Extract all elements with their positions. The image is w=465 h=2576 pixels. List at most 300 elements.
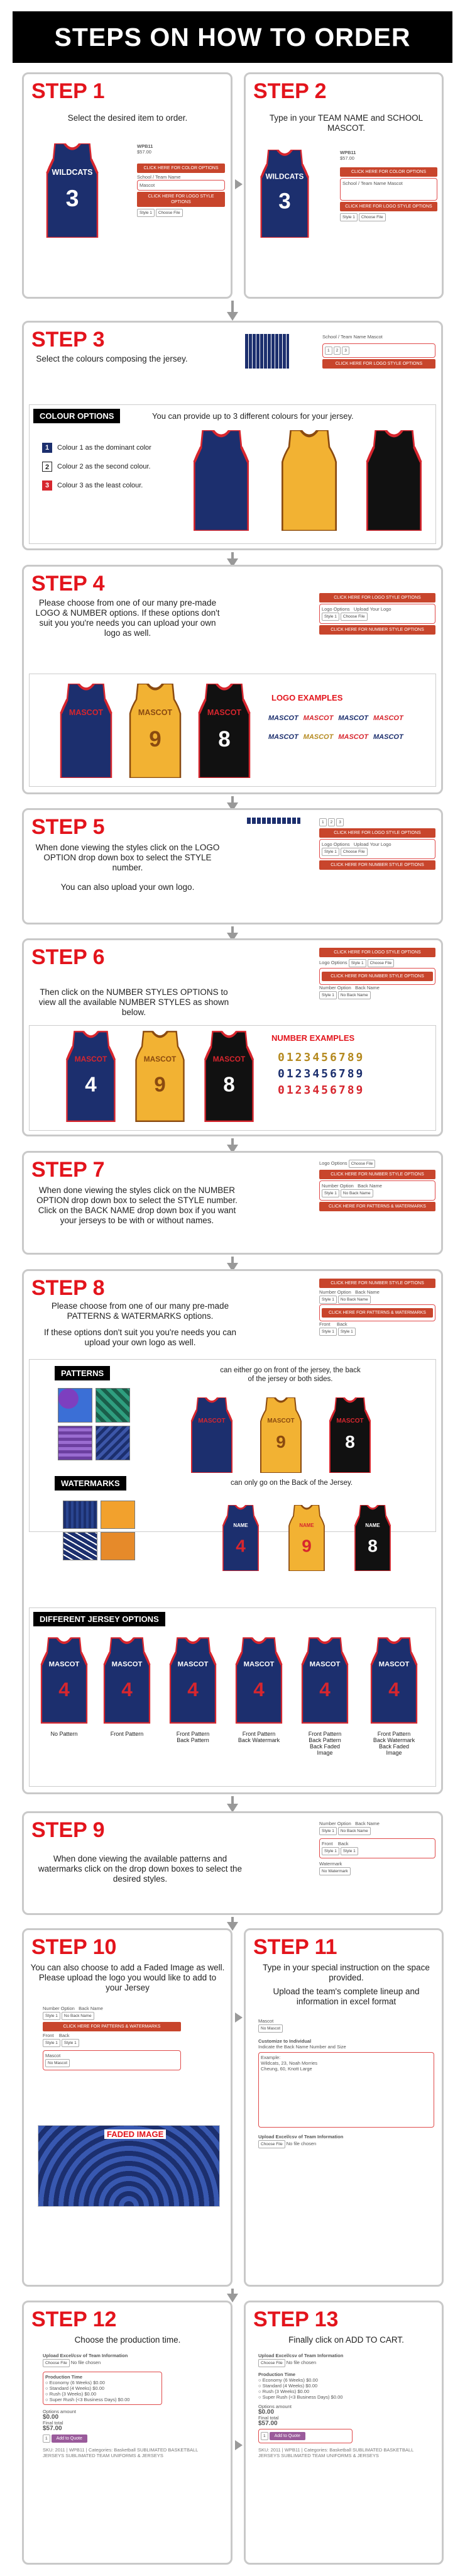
no-file-text: No file chosen [286, 2360, 317, 2365]
options-amount-label: Options amount [258, 2404, 292, 2409]
step-4-form [319, 592, 435, 636]
option-jersey-2 [99, 1636, 155, 1724]
pattern-jersey-black [322, 1397, 378, 1473]
qty-input[interactable]: 1 [43, 2434, 50, 2443]
svg-text:MASCOT: MASCOT [336, 1418, 364, 1424]
example-label: Example: [261, 2055, 281, 2060]
upload-excel-label: Upload Excel/csv of Team Information [258, 2353, 344, 2358]
watermark-jersey-gold [282, 1505, 332, 1571]
page-header [13, 11, 452, 63]
step-7-form [319, 1159, 435, 1213]
instructions-textarea[interactable] [258, 2052, 434, 2128]
color-options-panel [29, 404, 436, 544]
mascot-select[interactable]: No Mascot [45, 2059, 70, 2067]
step-13-title: STEP 13 [253, 2307, 339, 2331]
color-2-chip: 2 [42, 462, 52, 472]
svg-text:MASCOT: MASCOT [207, 708, 242, 717]
options-amount-label: Options amount [43, 2409, 76, 2414]
final-total-label: Final total [258, 2415, 279, 2421]
number-options-button[interactable]: CLICK HERE FOR NUMBER STYLE OPTIONS [319, 860, 435, 870]
patterns-banner: PATTERNS [55, 1366, 110, 1380]
watermarks-text: can only go on the Back of the Jersey. [231, 1479, 353, 1487]
prod-option-2[interactable]: ○ Standard (4 Weeks) $0.00 [258, 2383, 318, 2389]
upload-excel-button[interactable]: Choose File [43, 2359, 70, 2367]
svg-text:8: 8 [223, 1073, 235, 1097]
svg-text:MASCOT: MASCOT [378, 1660, 410, 1668]
pattern-select-box [319, 1838, 435, 1858]
number-option-label: Number Option [319, 1821, 351, 1826]
jersey-team-text: WILDCATS [265, 172, 304, 181]
prod-option-1[interactable]: ○ Economy (6 Weeks) $0.00 [45, 2380, 105, 2385]
patterns-button[interactable]: CLICK HERE FOR PATTERNS & WATERMARKS [322, 1308, 433, 1318]
arrow-right [235, 2440, 243, 2450]
step-13-desc: Finally click on ADD TO CART. [288, 2335, 404, 2345]
faded-image-box [43, 2050, 181, 2070]
qty-input[interactable]: 1 [261, 2432, 268, 2440]
example-line-1: Wildcats, 23, Noah Morries [261, 2060, 318, 2066]
step-4-desc: Please choose from one of our many pre-made LOGO & NUMBER options. If these options don't suit you you're needs you can upload your own logo as well. [35, 598, 220, 638]
upload-excel-button[interactable]: Choose File [258, 2140, 285, 2148]
color-options-button[interactable]: CLICK HERE FOR COLOR OPTIONS [340, 167, 437, 177]
svg-text:NAME: NAME [299, 1523, 314, 1528]
svg-text:MASCOT: MASCOT [138, 708, 173, 717]
front-label: Front [43, 2033, 54, 2038]
patterns-text: can either go on front of the jersey, the back of the jersey or both sides. [220, 1367, 361, 1383]
step-9-card [22, 1811, 443, 1915]
jersey-options-section [29, 1607, 436, 1787]
color-3-select[interactable]: 3 [342, 347, 349, 355]
connector [231, 301, 234, 313]
back-name-label: Back Name [355, 985, 380, 991]
option-jersey-6 [366, 1636, 422, 1724]
step-1-desc: Select the desired item to order. [67, 113, 188, 123]
upload-excel-label: Upload Excel/csv of Team Information [258, 2134, 344, 2140]
logo-options-label: Logo Options [322, 841, 350, 847]
svg-text:4: 4 [187, 1677, 199, 1701]
step-9-form [319, 1821, 435, 1876]
options-amount-value: $0.00 [43, 2414, 59, 2421]
school-label: School / Team Name [322, 334, 366, 340]
add-to-quote-button[interactable]: Add to Quote [52, 2434, 87, 2443]
step-2-card [244, 72, 444, 299]
step-10-desc: You can also choose to add a Faded Image as well. Please upload the logo you would like to add to your Jersey [30, 1963, 225, 1992]
step-11-desc: Type in your special instruction on the space provided. [263, 1963, 430, 1982]
step-1-card [22, 72, 232, 299]
back-label: Back [336, 1321, 347, 1327]
svg-text:MASCOT: MASCOT [68, 708, 104, 717]
color-options-intro: You can provide up to 3 different colours for your jersey. [152, 411, 354, 421]
svg-text:8: 8 [218, 727, 231, 752]
logo-options-box [319, 839, 435, 859]
upload-logo-button[interactable]: Choose File [341, 613, 368, 621]
option-jersey-3 [165, 1636, 221, 1724]
color-item-2: 2 Colour 2 as the second colour. [42, 462, 151, 472]
number-examples-panel [29, 1025, 436, 1131]
back-name-label: Back Name [355, 1289, 380, 1295]
step-3-form [322, 334, 435, 370]
step-12-form [43, 2353, 219, 2458]
item-price: $57.00 [137, 149, 151, 155]
upload-excel-button[interactable]: Choose File [258, 2359, 285, 2367]
step-11-card [244, 1928, 444, 2287]
logo-jersey-black [193, 684, 256, 778]
pattern-jersey-gold [253, 1397, 309, 1473]
no-file-text: No file chosen [286, 2141, 317, 2146]
svg-text:MASCOT: MASCOT [143, 1054, 177, 1063]
item-price: $57.00 [340, 155, 354, 161]
step-5-form [319, 818, 435, 871]
step-7-title: STEP 7 [31, 1158, 105, 1182]
item-title: WPB11 [137, 143, 153, 149]
step-10-title: STEP 10 [31, 1935, 117, 1959]
back-name-label: Back Name [358, 1183, 382, 1189]
step-5-desc2: You can also upload your own logo. [60, 882, 195, 892]
arrow-right [235, 179, 243, 189]
step-5-title: STEP 5 [31, 815, 105, 839]
jersey-number-text: 3 [278, 189, 291, 214]
step-3-desc: Select the colours composing the jersey. [36, 354, 188, 364]
pattern-swatch-1 [58, 1388, 92, 1423]
number-options-button[interactable]: CLICK HERE FOR NUMBER STYLE OPTIONS [319, 1170, 435, 1179]
number-options-box [319, 1180, 435, 1201]
number-examples-title: NUMBER EXAMPLES [271, 1033, 355, 1043]
step-11-desc2: Upload the team's complete lineup and information in excel format [273, 1987, 420, 2006]
back-label: Back [58, 2033, 70, 2038]
watermark-swatch-3 [63, 1532, 97, 1560]
color-2-select[interactable]: 2 [334, 347, 341, 355]
color-jersey-gold [275, 430, 344, 531]
step-9-desc: When done viewing the available patterns and watermarks click on the drop down boxes to select the desired styles. [38, 1854, 243, 1884]
sku-text: SKU: 2011 | WPB11 | Categories: Basketball SUBLIMATED BASKETBALL JERSEYS SUBLIMATED TEAM UNIFORMS & JERSEYS [43, 2447, 199, 2458]
back-pattern-select[interactable]: Style 1 [62, 2039, 79, 2047]
step-8-card [22, 1269, 443, 1794]
watermark-label: Watermark [319, 1861, 342, 1867]
watermark-select[interactable]: No Watermark [319, 1867, 351, 1875]
color-3-chip: 3 [42, 480, 52, 491]
number-option-label: Number Option [319, 985, 351, 991]
faded-image-panel [38, 2125, 220, 2207]
number-options-button[interactable]: CLICK HERE FOR NUMBER STYLE OPTIONS [322, 972, 433, 981]
logo-style-strip [247, 818, 300, 824]
patterns-button[interactable]: CLICK HERE FOR PATTERNS & WATERMARKS [43, 2022, 181, 2031]
color-1-select[interactable]: 1 [325, 347, 332, 355]
production-time-box [43, 2372, 162, 2405]
step-7-desc: When done viewing the styles click on the NUMBER OPTION drop down box to select the STYLE number. Click on the BACK NAME drop down box if you want your jerseys to be with or without names. [36, 1185, 238, 1225]
logo-examples-title: LOGO EXAMPLES [271, 693, 343, 702]
upload-logo-button[interactable]: Choose File [349, 1160, 376, 1168]
options-amount-value: $0.00 [258, 2409, 275, 2416]
svg-text:8: 8 [345, 1432, 355, 1452]
watermarks-banner: WATERMARKS [55, 1476, 126, 1491]
step-9-title: STEP 9 [31, 1818, 105, 1842]
number-style-select[interactable]: Style 1 [43, 2012, 60, 2020]
svg-text:8: 8 [368, 1536, 378, 1556]
school-input[interactable]: Mascot [140, 182, 155, 188]
pattern-swatch-2 [96, 1388, 130, 1423]
number-jersey-navy [61, 1031, 121, 1122]
step-7-card [22, 1151, 443, 1255]
color-options-banner: COLOUR OPTIONS [33, 409, 120, 423]
svg-text:4: 4 [388, 1677, 400, 1701]
item-title: WPB11 [340, 150, 356, 155]
front-pattern-select[interactable]: Style 1 [319, 1328, 337, 1336]
upload-excel-label: Upload Excel/csv of Team Information [43, 2353, 128, 2358]
svg-text:NAME: NAME [365, 1523, 380, 1528]
back-label: Back [337, 1841, 349, 1846]
front-label: Front [322, 1841, 333, 1846]
final-total-value: $57.00 [43, 2425, 62, 2432]
step-8-desc: Please choose from one of our many pre-made PATTERNS & WATERMARKS options. [51, 1301, 229, 1321]
mascot-label: Mascot [258, 2018, 274, 2024]
step-8-form [319, 1277, 435, 1336]
watermark-swatch-1 [63, 1501, 97, 1529]
watermark-jersey-black [347, 1505, 398, 1571]
pattern-thumb [245, 334, 289, 369]
watermark-swatch-2 [101, 1501, 135, 1529]
production-label: Production Time [45, 2374, 83, 2380]
svg-text:MASCOT: MASCOT [74, 1054, 107, 1063]
prod-option-2[interactable]: ○ Standard (4 Weeks) $0.00 [45, 2385, 105, 2391]
number-style-select[interactable]: Style 1 [319, 1296, 337, 1304]
back-name-select[interactable]: No Back Name [338, 1296, 371, 1304]
step-12-desc: Choose the production time. [74, 2335, 181, 2345]
school-input[interactable]: Mascot [367, 334, 383, 340]
logo-style-select[interactable]: Style 1 [322, 613, 339, 621]
back-name-select[interactable]: No Back Name [341, 1189, 373, 1197]
color-jersey-navy [187, 430, 256, 531]
step-6-desc: Then click on the NUMBER STYLES OPTIONS to view all the available NUMBER STYLES as shown below. [38, 987, 229, 1017]
step-12-card [22, 2301, 232, 2565]
watermark-swatch-4 [101, 1532, 135, 1560]
number-options-button[interactable]: CLICK HERE FOR NUMBER STYLE OPTIONS [319, 1279, 435, 1288]
step-10-card [22, 1928, 232, 2287]
sku-text: SKU: 2011 | WPB11 | Categories: Basketball SUBLIMATED BASKETBALL JERSEYS SUBLIMATED TEAM UNIFORMS & JERSEYS [258, 2447, 414, 2458]
logo-jersey-gold [124, 684, 187, 778]
logo-options-box [319, 604, 435, 624]
step-2-desc: Type in your TEAM NAME and SCHOOL MASCOT. [269, 113, 424, 133]
logo-options-label: Logo Options [319, 960, 347, 965]
school-input-box [137, 180, 225, 191]
step-12-title: STEP 12 [31, 2307, 117, 2331]
option-jersey-1 [36, 1636, 92, 1724]
svg-text:9: 9 [276, 1432, 286, 1452]
logo-examples-panel [29, 674, 436, 787]
customize-label: Customize to Individual [258, 2038, 312, 2044]
page-title: STEPS ON HOW TO ORDER [54, 22, 411, 52]
logo-jersey-navy [55, 684, 118, 778]
prod-option-3[interactable]: ○ Rush (3 Weeks) $0.00 [258, 2389, 310, 2394]
jersey-team-text: WILDCATS [52, 168, 93, 177]
back-name-select[interactable]: No Back Name [62, 2012, 94, 2020]
upload-logo-label: Upload Your Logo [353, 606, 391, 612]
svg-text:4: 4 [236, 1536, 246, 1556]
step-11-form [258, 2018, 434, 2149]
school-label: School / Team Name [137, 174, 181, 180]
pattern-swatch-3 [58, 1426, 92, 1460]
add-to-cart-box [258, 2429, 353, 2443]
mascot-label: Mascot [45, 2053, 61, 2058]
svg-text:9: 9 [149, 727, 161, 752]
color-2-select[interactable]: 2 [328, 818, 336, 826]
prod-option-4[interactable]: ○ Super Rush (<3 Business Days) $0.00 [258, 2394, 343, 2400]
svg-text:4: 4 [58, 1677, 70, 1701]
step-13-card [244, 2301, 444, 2565]
number-jersey-black [199, 1031, 259, 1122]
logo-options-button[interactable]: CLICK HERE FOR LOGO STYLE OPTIONS [319, 948, 435, 957]
prod-option-3[interactable]: ○ Rush (3 Weeks) $0.00 [45, 2391, 97, 2397]
jersey-preview [253, 150, 316, 241]
arrow-right [235, 2012, 243, 2023]
color-3-select[interactable]: 3 [336, 818, 344, 826]
back-name-select[interactable]: No Back Name [338, 991, 371, 999]
step-2-title: STEP 2 [253, 79, 327, 103]
svg-text:MASCOT: MASCOT [267, 1418, 295, 1424]
logo-examples-grid: MASCOT MASCOT MASCOT MASCOT MASCOT MASCOT MASCOT MASCOT [268, 714, 403, 741]
option-caption-6: Front Pattern Back Watermark Back Faded Image [373, 1731, 415, 1756]
number-option-label: Number Option [43, 2006, 75, 2011]
example-line-2: Cheung, 60, Knott Large [261, 2066, 312, 2072]
prod-option-1[interactable]: ○ Economy (6 Weeks) $0.00 [258, 2377, 318, 2383]
final-total-value: $57.00 [258, 2420, 278, 2427]
color-select-box [322, 343, 435, 358]
logo-style-select[interactable]: Style 1 [137, 209, 155, 217]
color-list [42, 443, 151, 491]
svg-text:MASCOT: MASCOT [309, 1660, 341, 1668]
step-8-desc2: If these options don't suit you you're needs you can upload your own logo as well. [43, 1328, 237, 1347]
svg-text:4: 4 [85, 1073, 97, 1097]
svg-text:MASCOT: MASCOT [243, 1660, 275, 1668]
step-3-title: STEP 3 [31, 328, 105, 352]
upload-logo-button[interactable]: Choose File [156, 209, 183, 217]
arrow-down [227, 312, 238, 321]
option-caption-2: Front Pattern [110, 1731, 144, 1737]
color-1-select[interactable]: 1 [319, 818, 327, 826]
logo-style-select[interactable]: Style 1 [349, 959, 366, 967]
step-6-form [319, 947, 435, 1000]
svg-text:NAME: NAME [233, 1523, 248, 1528]
mascot-select[interactable]: No Mascot [258, 2024, 283, 2033]
svg-text:9: 9 [154, 1073, 166, 1097]
color-item-3: 3 Colour 3 as the least colour. [42, 480, 151, 491]
upload-logo-button[interactable]: Choose File [368, 959, 395, 967]
step-3-card [22, 321, 443, 550]
svg-text:4: 4 [319, 1677, 331, 1701]
logo-options-label: Logo Options [322, 606, 350, 612]
pattern-swatch-4 [96, 1426, 130, 1460]
number-options-box [319, 968, 435, 985]
step-4-card [22, 565, 443, 794]
color-options-button[interactable]: CLICK HERE FOR COLOR OPTIONS [137, 164, 225, 173]
step-6-card [22, 938, 443, 1136]
svg-text:MASCOT: MASCOT [48, 1660, 80, 1668]
number-option-label: Number Option [322, 1183, 354, 1189]
number-jersey-gold [130, 1031, 190, 1122]
svg-text:9: 9 [302, 1536, 312, 1556]
watermark-jersey-navy [216, 1505, 266, 1571]
no-file-text: No file chosen [70, 2360, 101, 2365]
color-1-chip: 1 [42, 443, 52, 453]
option-jersey-4 [231, 1636, 287, 1724]
number-style-select[interactable]: Style 1 [322, 1189, 339, 1197]
logo-options-button[interactable]: CLICK HERE FOR LOGO STYLE OPTIONS [319, 828, 435, 838]
final-total-label: Final total [43, 2420, 63, 2426]
step-8-title: STEP 8 [31, 1276, 105, 1300]
logo-options-button[interactable]: CLICK HERE FOR LOGO STYLE OPTIONS [340, 202, 437, 211]
step-1-title: STEP 1 [31, 79, 105, 103]
option-caption-4: Front Pattern Back Watermark [238, 1731, 280, 1743]
step-6-title: STEP 6 [31, 945, 105, 969]
patterns-box [319, 1304, 435, 1321]
logo-style-select[interactable]: Style 1 [340, 213, 358, 221]
svg-text:MASCOT: MASCOT [198, 1418, 226, 1424]
color-item-1: 1 Colour 1 as the dominant color [42, 443, 151, 453]
step-11-title: STEP 11 [253, 1935, 337, 1959]
upload-logo-label: Upload Your Logo [353, 841, 391, 847]
back-pattern-select[interactable]: Style 1 [338, 1328, 356, 1336]
jersey-options-banner: DIFFERENT JERSEY OPTIONS [33, 1612, 165, 1626]
front-pattern-select[interactable]: Style 1 [322, 1847, 339, 1855]
option-caption-3: Front Pattern Back Pattern [176, 1731, 210, 1743]
number-style-select[interactable]: Style 1 [319, 1827, 337, 1835]
number-option-label: Number Option [319, 1289, 351, 1295]
number-options-button[interactable]: CLICK HERE FOR NUMBER STYLE OPTIONS [319, 625, 435, 635]
production-label: Production Time [258, 2372, 296, 2377]
option-caption-5: Front Pattern Back Pattern Back Faded Image [308, 1731, 342, 1756]
upload-logo-button[interactable]: Choose File [341, 848, 368, 856]
step-1-form [137, 143, 225, 218]
logo-options-button[interactable]: CLICK HERE FOR LOGO STYLE OPTIONS [137, 192, 225, 207]
step-2-form [340, 150, 437, 222]
option-caption-1: No Pattern [50, 1731, 78, 1737]
faded-image-title: FADED IMAGE [104, 2129, 166, 2139]
option-jersey-5 [297, 1636, 353, 1724]
upload-logo-button[interactable]: Choose File [359, 213, 386, 221]
svg-text:4: 4 [253, 1677, 265, 1701]
step-13-form [258, 2353, 434, 2458]
jersey-preview [38, 143, 107, 241]
step-5-card [22, 808, 443, 924]
back-name-label: Back Name [355, 1821, 380, 1826]
number-examples-grid: 0123456789 0123456789 0123456789 [278, 1051, 365, 1097]
back-name-label: Back Name [79, 2006, 103, 2011]
svg-text:4: 4 [121, 1677, 133, 1701]
back-pattern-select[interactable]: Style 1 [341, 1847, 358, 1855]
step-5-desc: When done viewing the styles click on the LOGO OPTION drop down box to select the STYLE number. [35, 843, 220, 872]
front-label: Front [319, 1321, 331, 1327]
back-name-select[interactable]: No Back Name [338, 1827, 371, 1835]
patterns-button[interactable]: CLICK HERE FOR PATTERNS & WATERMARKS [319, 1202, 435, 1211]
svg-text:MASCOT: MASCOT [111, 1660, 143, 1668]
prod-option-4[interactable]: ○ Super Rush (<3 Business Days) $0.00 [45, 2397, 130, 2402]
logo-options-button[interactable]: CLICK HERE FOR LOGO STYLE OPTIONS [319, 593, 435, 602]
school-input-box [340, 178, 437, 201]
indicate-label: Indicate the Back Name Number and Size [258, 2044, 346, 2050]
svg-text:MASCOT: MASCOT [212, 1054, 246, 1063]
step-10-form [43, 2006, 181, 2070]
svg-text:MASCOT: MASCOT [177, 1660, 209, 1668]
number-style-select[interactable]: Style 1 [319, 991, 337, 999]
logo-options-button[interactable]: CLICK HERE FOR LOGO STYLE OPTIONS [322, 359, 435, 369]
jersey-number-text: 3 [65, 185, 79, 211]
school-input[interactable]: Mascot [387, 180, 403, 186]
add-to-quote-button[interactable]: Add to Quote [270, 2432, 305, 2440]
logo-options-label: Logo Options [319, 1160, 347, 1166]
logo-style-select[interactable]: Style 1 [322, 848, 339, 856]
school-label: School / Team Name [342, 180, 386, 186]
color-jersey-black [359, 430, 429, 531]
front-pattern-select[interactable]: Style 1 [43, 2039, 60, 2047]
pattern-jersey-navy [183, 1397, 240, 1473]
